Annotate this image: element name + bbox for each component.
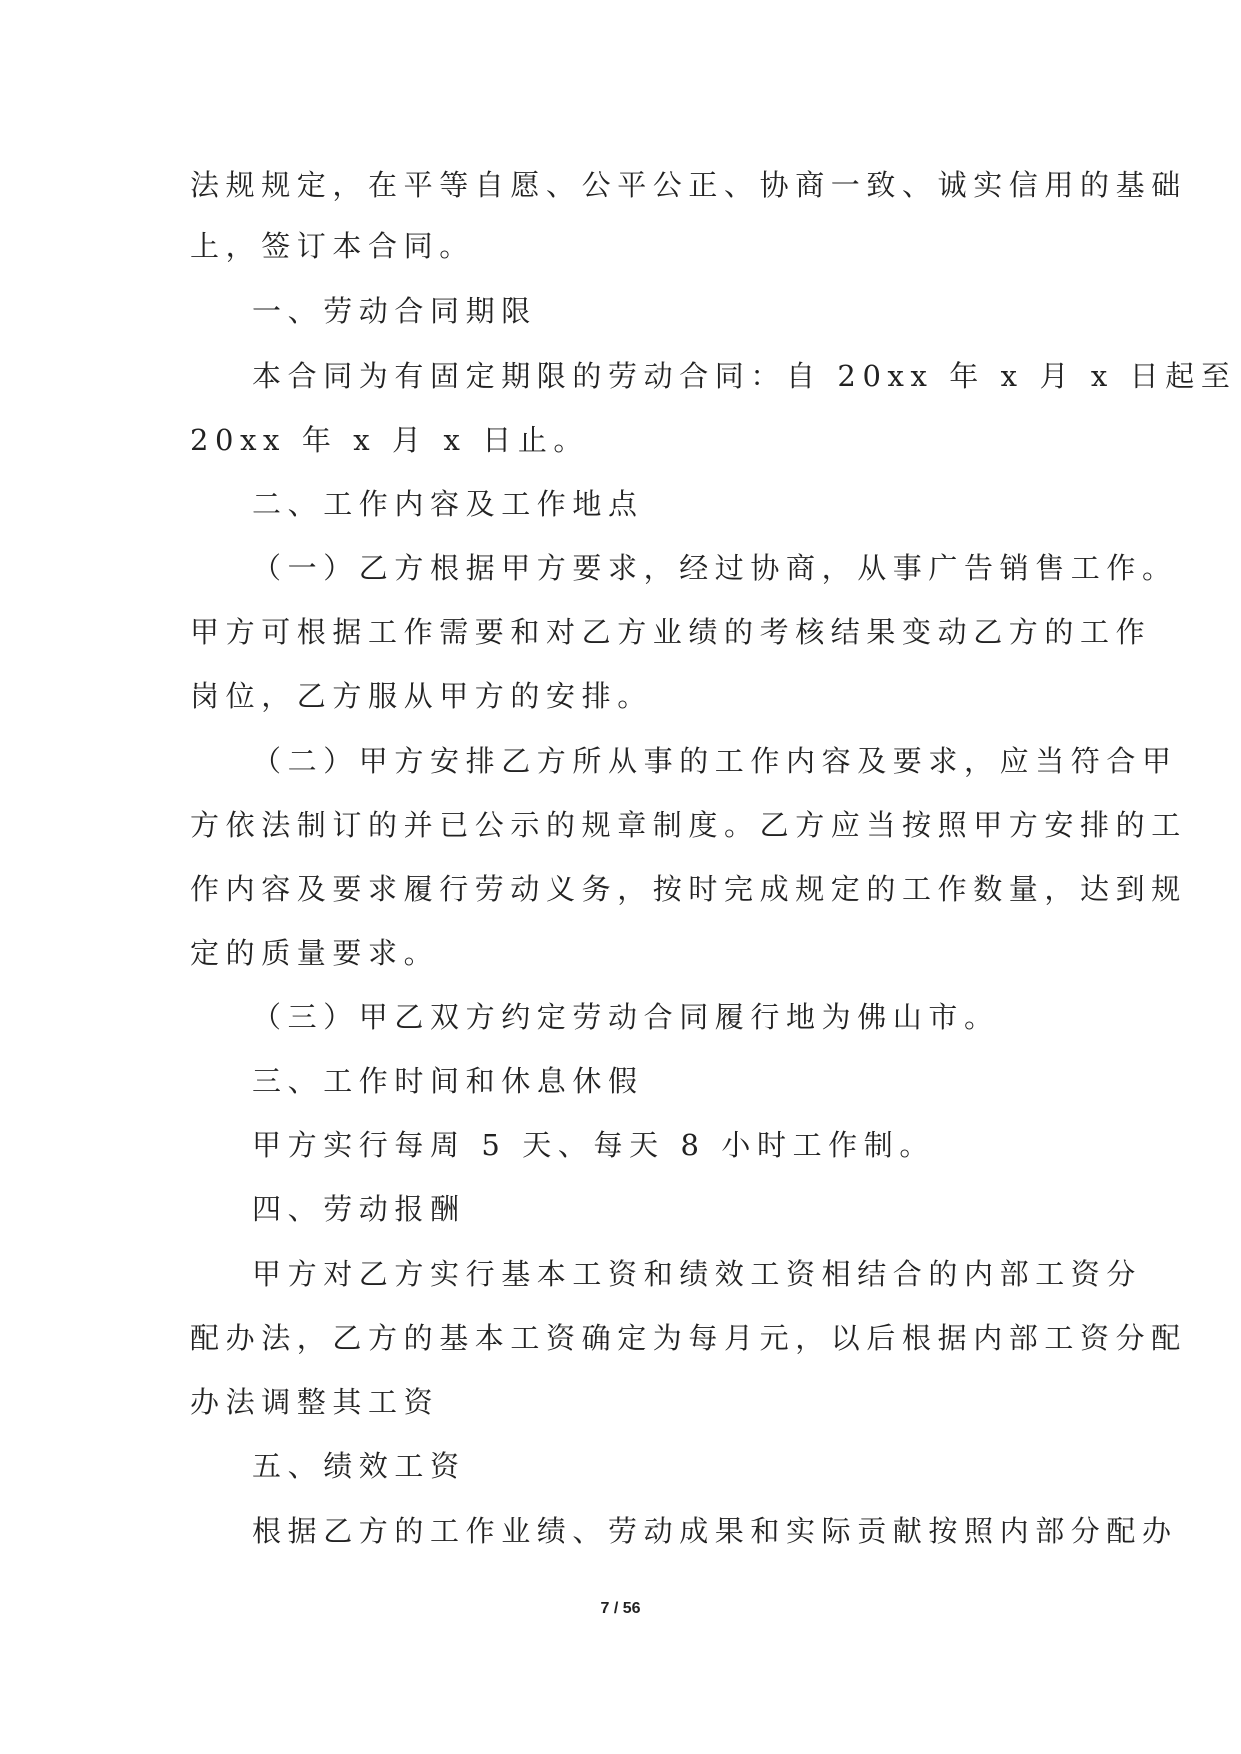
text-line-22: 根据乙方的工作业绩、劳动成果和实际贡献按照内部分配办 — [252, 1514, 1178, 1548]
text-line-12: 作内容及要求履行劳动义务，按时完成规定的工作数量，达到规 — [190, 872, 1187, 906]
section-heading-3: 三、工作时间和休息休假 — [252, 1064, 644, 1098]
section-heading-1: 一、劳动合同期限 — [252, 294, 537, 328]
text-line-20: 办法调整其工资 — [190, 1385, 440, 1419]
section-heading-2: 二、工作内容及工作地点 — [252, 487, 644, 521]
section-heading-5: 五、绩效工资 — [252, 1449, 466, 1483]
section-heading-4: 四、劳动报酬 — [252, 1192, 466, 1226]
text-line-11: 方依法制订的并已公示的规章制度。乙方应当按照甲方安排的工 — [190, 808, 1187, 842]
text-line-2: 上，签订本合同。 — [190, 229, 475, 263]
text-line-10: （二）甲方安排乙方所从事的工作内容及要求，应当符合甲 — [252, 744, 1178, 778]
text-line-18: 甲方对乙方实行基本工资和绩效工资相结合的内部工资分 — [252, 1257, 1143, 1291]
text-line-7: （一）乙方根据甲方要求，经过协商，从事广告销售工作。 — [252, 551, 1178, 585]
text-line-13: 定的质量要求。 — [190, 936, 440, 970]
text-line-1: 法规规定，在平等自愿、公平公正、协商一致、诚实信用的基础 — [190, 168, 1187, 202]
text-line-16: 甲方实行每周 5 天、每天 8 小时工作制。 — [252, 1128, 935, 1162]
text-line-8: 甲方可根据工作需要和对乙方业绩的考核结果变动乙方的工作 — [190, 615, 1152, 649]
text-line-19: 配办法，乙方的基本工资确定为每月元，以后根据内部工资分配 — [190, 1321, 1187, 1355]
page-number: 7 / 56 — [600, 1600, 641, 1617]
text-line-14: （三）甲乙双方约定劳动合同履行地为佛山市。 — [252, 1000, 1000, 1034]
text-line-9: 岗位，乙方服从甲方的安排。 — [190, 679, 653, 713]
text-line-5: 20xx 年 x 月 x 日止。 — [190, 423, 590, 457]
text-line-4: 本合同为有固定期限的劳动合同：自 20xx 年 x 月 x 日起至 — [252, 359, 1237, 393]
